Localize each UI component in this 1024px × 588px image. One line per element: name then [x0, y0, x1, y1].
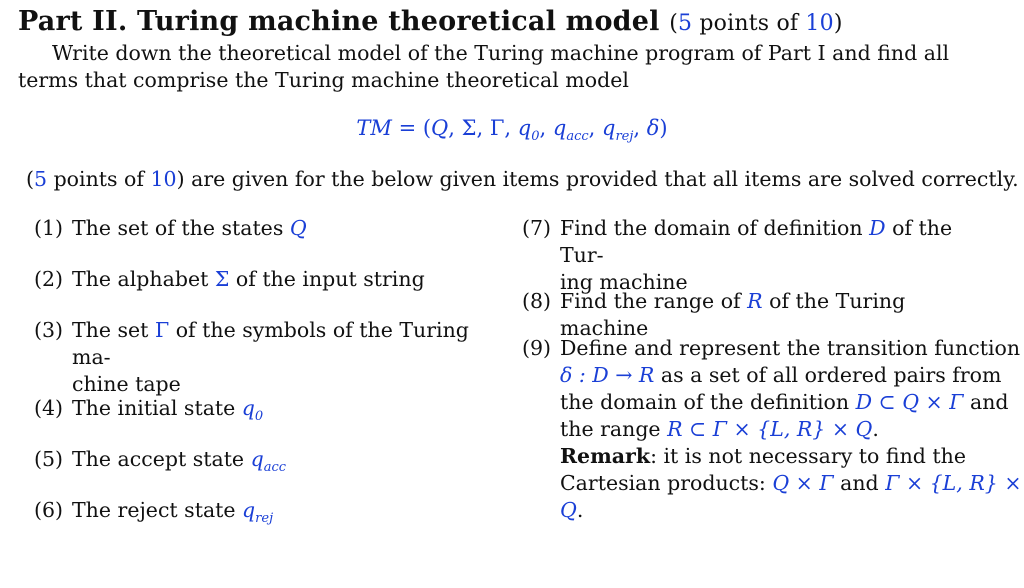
section-title [18, 6, 843, 37]
list-item-5: (5) The accept state $q_{acc}$ [34, 447, 287, 476]
list-item-3: (3) The set Γ of the symbols of the Turing ma- chine tape [34, 318, 469, 396]
tm-formula: TM = (Q, Σ, Γ, $q_0$, $q_{acc}$, $q_{rej}$, δ) [356, 116, 668, 145]
list-item-6: (6) The reject state $q_{rej}$ [34, 498, 274, 527]
points-note: (5 points of 10) are given for the below given items provided that all items are solved correctly. [26, 167, 1019, 191]
intro-paragraph: Write down the theoretical model of the Turing machine program of Part I and find all terms that comprise the Turing machine theoretical model [18, 41, 950, 92]
list-item-2: (2) The alphabet Σ of the input string [34, 267, 425, 291]
list-item-9: (9) Define and represent the transition function δ : D → R as a set of all ordered pairs from the domain of the definition D ⊂ Q × Γ and the range R ⊂ Γ × {L, R} × Q. Remark: it is not necessary to find the Cartesian products: Q × Γ and Γ × {L, R} × Q. [522, 336, 1022, 522]
list-item-4: (4) The initial state $q_0$ [34, 396, 264, 425]
title-text: Part II. Turing machine theoretical model [18, 6, 660, 37]
list-item-8: (8) Find the range of R of the Turing machine [522, 289, 906, 340]
title-points: (5 points of 10) [669, 11, 843, 36]
list-item-7: (7) Find the domain of definition D of the Tur- ing machine [522, 216, 953, 294]
list-item-1: (1) The set of the states Q [34, 216, 307, 240]
remark-label: Remark [560, 444, 651, 468]
